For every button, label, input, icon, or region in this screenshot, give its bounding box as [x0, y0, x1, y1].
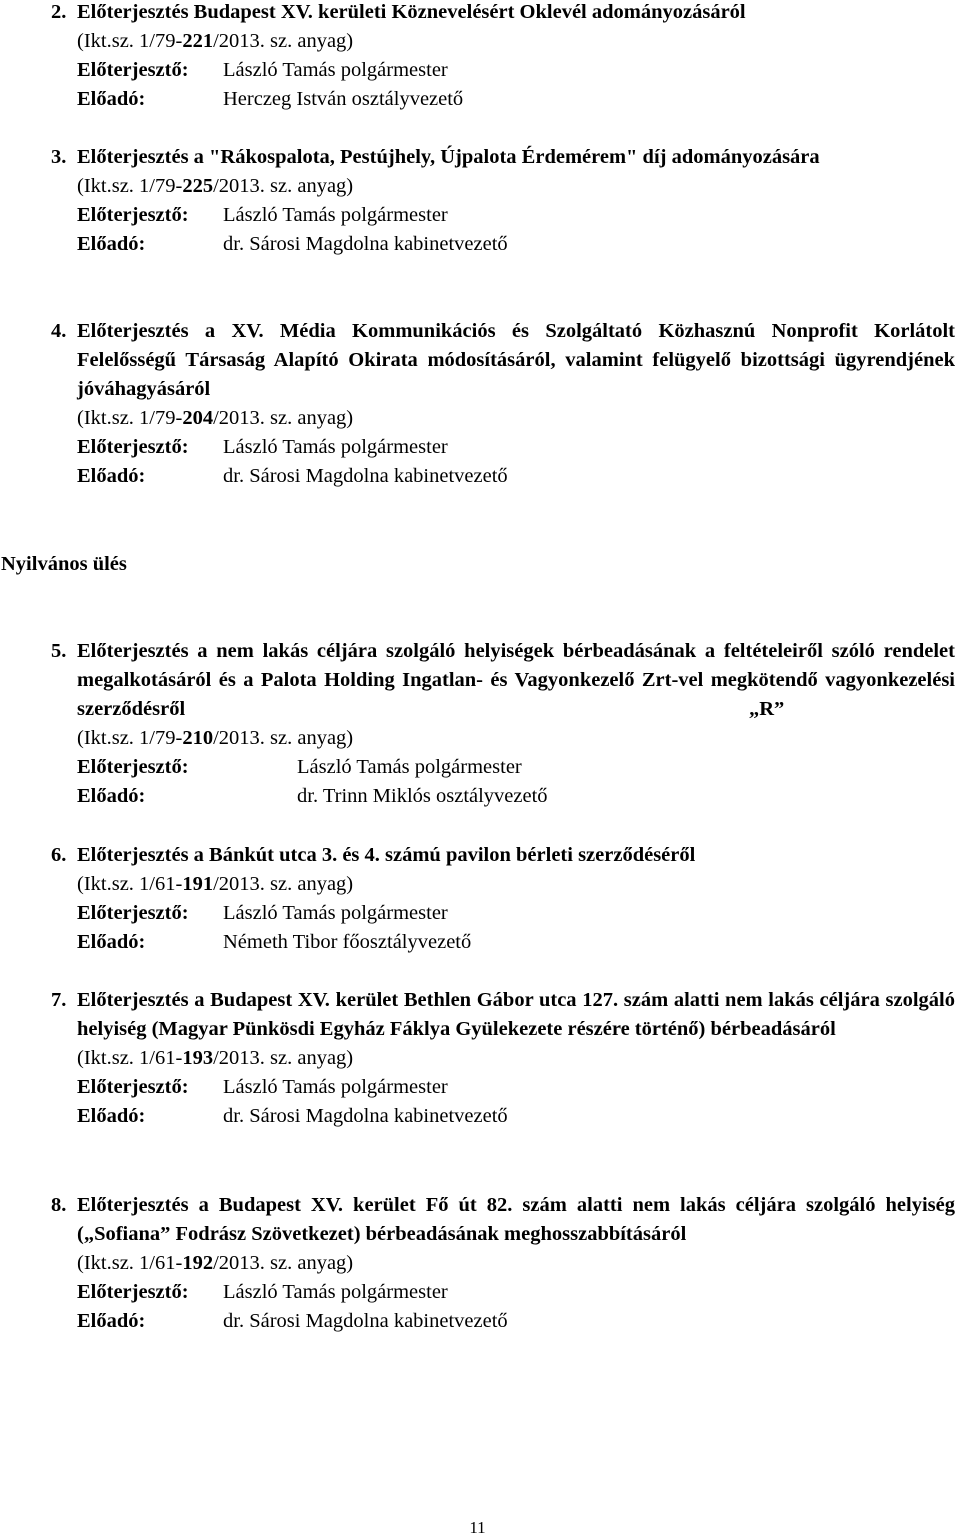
- item-proposer: Előterjesztő: László Tamás polgármester: [77, 1076, 448, 1098]
- item-title: Előterjesztés a Budapest XV. kerület Bethlen Gábor utca 127. szám alatti nem lakás céljára szolgáló helyiség (Magyar Pünkösdi Egyház Fáklya Gyülekezete részére történő) bérbeadásáról: [77, 989, 955, 1040]
- agenda-item: [0, 143, 955, 259]
- item-number: 5.: [51, 640, 67, 662]
- page-number: 11: [469, 1518, 486, 1537]
- item-reference: (Ikt.sz. 1/61-191/2013. sz. anyag): [77, 873, 354, 895]
- item-presenter: Előadó: dr. Sárosi Magdolna kabinetvezető: [77, 1310, 508, 1332]
- agenda-item: [0, 637, 955, 811]
- item-proposer: Előterjesztő: László Tamás polgármester: [77, 204, 448, 226]
- item-number: 6.: [51, 844, 67, 866]
- item-proposer: Előterjesztő: László Tamás polgármester: [77, 756, 522, 778]
- item-number: 3.: [51, 146, 67, 168]
- item-reference: (Ikt.sz. 1/79-221/2013. sz. anyag): [77, 30, 354, 52]
- agenda-item: [0, 986, 955, 1131]
- item-title: Előterjesztés Budapest XV. kerületi Köznevelésért Oklevél adományozásáról: [77, 1, 746, 23]
- item-proposer: Előterjesztő: László Tamás polgármester: [77, 436, 448, 458]
- item-number: 7.: [51, 989, 67, 1011]
- agenda-item: [0, 841, 955, 957]
- section-heading: Nyilvános ülés: [1, 553, 127, 575]
- item-number: 4.: [51, 320, 67, 342]
- item-reference: (Ikt.sz. 1/79-225/2013. sz. anyag): [77, 175, 354, 197]
- item-presenter: Előadó: dr. Sárosi Magdolna kabinetvezető: [77, 1105, 508, 1127]
- agenda-item: [0, 0, 955, 114]
- item-title: Előterjesztés a "Rákospalota, Pestújhely, Újpalota Érdemérem" díj adományozására: [77, 146, 820, 168]
- item-reference: (Ikt.sz. 1/61-193/2013. sz. anyag): [77, 1047, 354, 1069]
- item-proposer: Előterjesztő: László Tamás polgármester: [77, 1281, 448, 1303]
- item-presenter: Előadó: dr. Sárosi Magdolna kabinetvezető: [77, 465, 508, 487]
- item-presenter: Előadó: dr. Sárosi Magdolna kabinetvezető: [77, 233, 508, 255]
- item-number: 8.: [51, 1194, 67, 1216]
- item-presenter: Előadó: Herczeg István osztályvezető: [77, 88, 464, 110]
- item-title: Előterjesztés a Bánkút utca 3. és 4. számú pavilon bérleti szerződéséről: [77, 844, 696, 866]
- item-title: Előterjesztés a nem lakás céljára szolgáló helyiségek bérbeadásának a feltételeiről szóló rendelet megalkotásáról és a Palota Holding Ingatlan- és Vagyonkezelő Zrt-vel megkötendő vagyonkezelési szerződésről: [77, 640, 955, 720]
- item-number: 2.: [51, 1, 67, 23]
- item-presenter: Előadó: Németh Tibor főosztályvezető: [77, 931, 472, 953]
- regulation-mark: „R”: [749, 698, 785, 720]
- item-presenter: Előadó: dr. Trinn Miklós osztályvezető: [77, 785, 548, 807]
- item-reference: (Ikt.sz. 1/79-210/2013. sz. anyag): [77, 727, 354, 749]
- item-title: Előterjesztés a XV. Média Kommunikációs és Szolgáltató Közhasznú Nonprofit Korlátolt Felelősségű Társaság Alapító Okirata módosításáról, valamint felügyelő bizottsági ügyrendjének jóváhagyásáról: [77, 320, 955, 400]
- item-reference: (Ikt.sz. 1/79-204/2013. sz. anyag): [77, 407, 354, 429]
- item-title: Előterjesztés a Budapest XV. kerület Fő út 82. szám alatti nem lakás céljára szolgáló helyiség („Sofiana” Fodrász Szövetkezet) bérbeadásának meghosszabbításáról: [77, 1194, 955, 1245]
- item-reference: (Ikt.sz. 1/61-192/2013. sz. anyag): [77, 1252, 354, 1274]
- agenda-item: [0, 1191, 955, 1336]
- agenda-item: [0, 317, 955, 491]
- item-proposer: Előterjesztő: László Tamás polgármester: [77, 59, 448, 81]
- item-proposer: Előterjesztő: László Tamás polgármester: [77, 902, 448, 924]
